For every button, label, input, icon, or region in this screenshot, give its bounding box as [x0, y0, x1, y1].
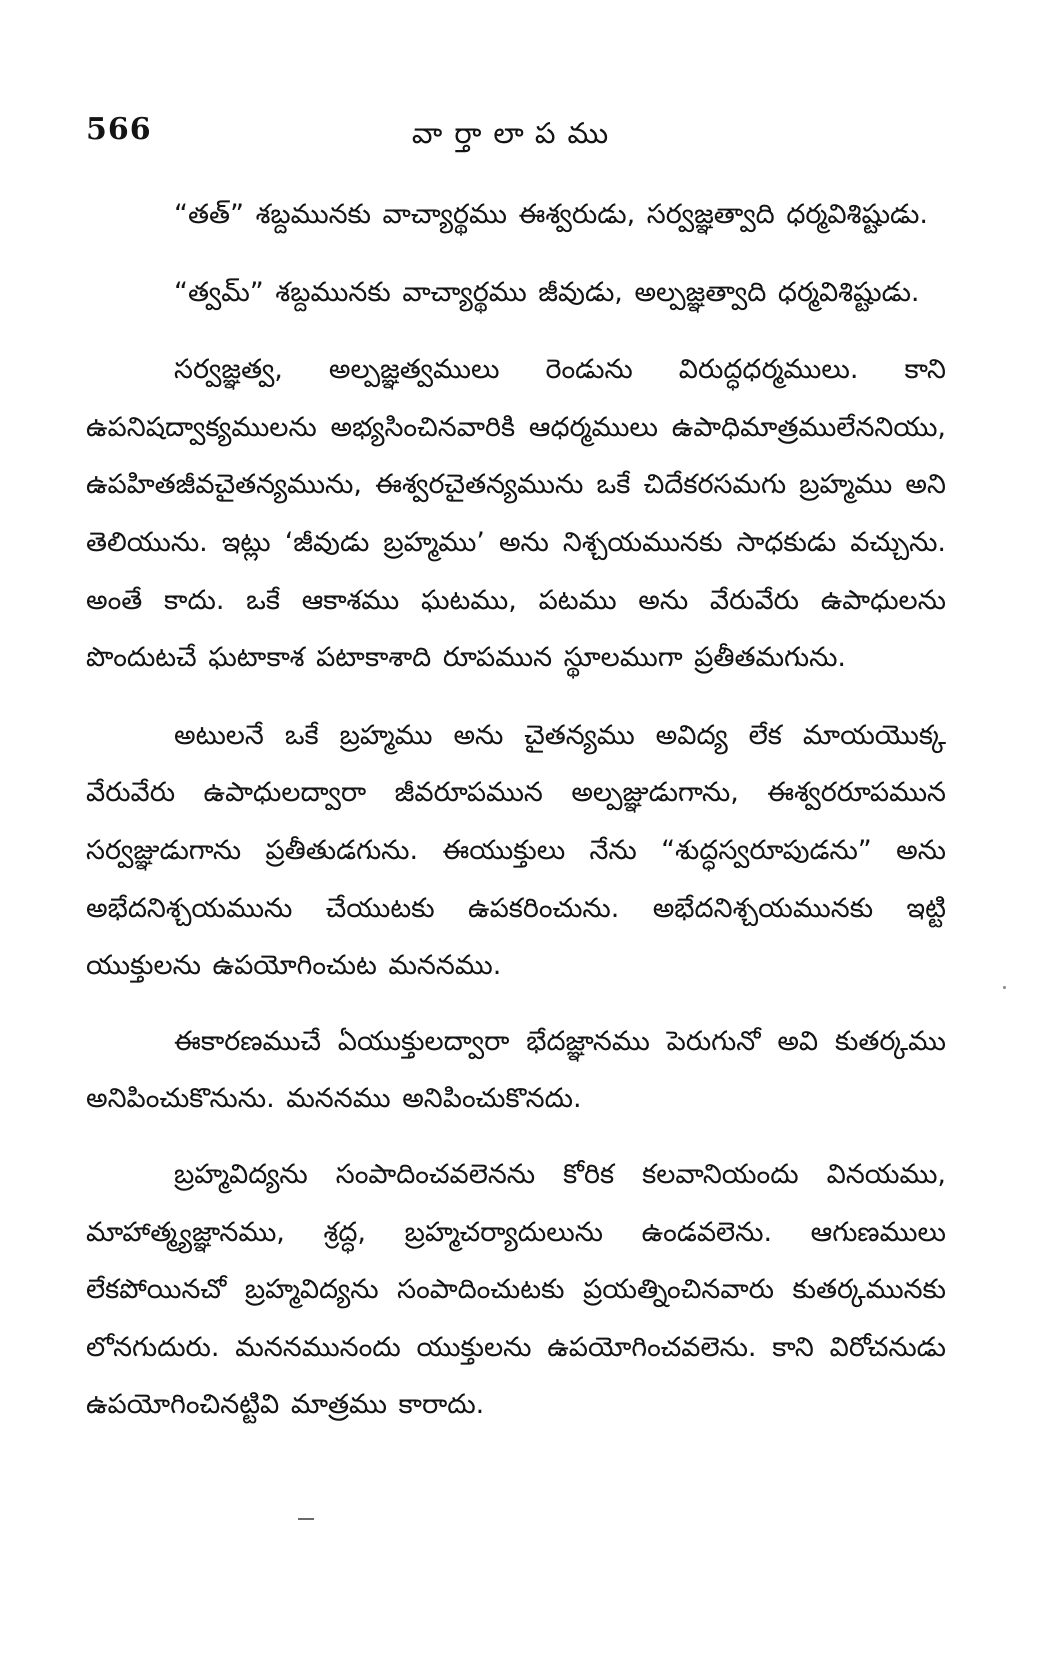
paragraph-one-consciousness: అటులనే ఒకే బ్రహ్మము అను చైతన్యము అవిద్య లేక మాయయొక్క వేరువేరు ఉపాధులద్వారా జీవరూపమున అల్పజ్ఞుడుగాను, ఈశ్వరరూపమున సర్వజ్ఞుడుగాను ప్రతీతుడగును. ఈయుక్తులు నేను “శుద్ధస్వరూపుడను” అను అభేదనిశ్చయమును చేయుటకు ఉపకరించును. అభేదనిశ్చయమునకు ఇట్టి యుక్తులను ఉపయోగించుట మననము. [86, 719, 946, 982]
paragraph-qualifications: బ్రహ్మవిద్యను సంపాదించవలెనను కోరిక కలవానియందు వినయము, మాహాత్మ్యజ్ఞానము, శ్రద్ధ, బ్రహ్మచర్యాదులును ఉండవలెను. ఆగుణములు లేకపోయినచో బ్రహ్మవిద్యను సంపాదించుటకు ప్రయత్నించినవారు కుతర్కమునకు లోనగుదురు. మననమునందు యుక్తులను ఉపయోగించవలెను. కాని విరోచనుడు ఉపయోగించినట్టివి మాత్రము కారాదు. [86, 1158, 946, 1421]
paragraph-contradictory-attributes: సర్వజ్ఞత్వ, అల్పజ్ఞత్వములు రెండును విరుద్ధధర్మములు. కాని ఉపనిషద్వాక్యములను అభ్యసించినవారికి ఆధర్మములు ఉపాధిమాత్రములేననియు, ఉపహితజీవచైతన్యమును, ఈశ్వరచైతన్యమును ఒకే చిదేకరసమగు బ్రహ్మము అని తెలియును. ఇట్లు ‘జీవుడు బ్రహ్మము’ అను నిశ్చయమునకు సాధకుడు వచ్చును. అంతే కాదు. ఒకే ఆకాశము ఘటము, పటము అను వేరువేరు ఉపాధులను పొందుటచే ఘటాకాశ పటాకాశాది రూపమున స్థూలముగా ప్రతీతమగును. [86, 354, 946, 674]
paragraph-kutarka: ఈకారణముచే ఏయుక్తులద్వారా భేదజ్ఞానము పెరుగునో అవి కుతర్కము అనిపించుకొనును. మననము అనిపించుకొనదు. [86, 1025, 946, 1115]
paragraph-tat-definition: “తత్” శబ్దమునకు వాచ్యార్థము ఈశ్వరుడు, సర్వజ్ఞత్వాది ధర్మవిశిష్టుడు. [174, 199, 928, 230]
page-header [86, 112, 946, 160]
running-title: వార్తాలాపము [411, 116, 621, 150]
margin-speck [1003, 986, 1006, 989]
print-mark [298, 1518, 314, 1520]
paragraph-tvam-definition: “త్వమ్” శబ్దమునకు వాచ్యార్థము జీవుడు, అల్పజ్ఞత్వాది ధర్మవిశిష్టుడు. [174, 276, 920, 308]
body-text [86, 186, 946, 1454]
page-number: 566 [86, 112, 152, 147]
